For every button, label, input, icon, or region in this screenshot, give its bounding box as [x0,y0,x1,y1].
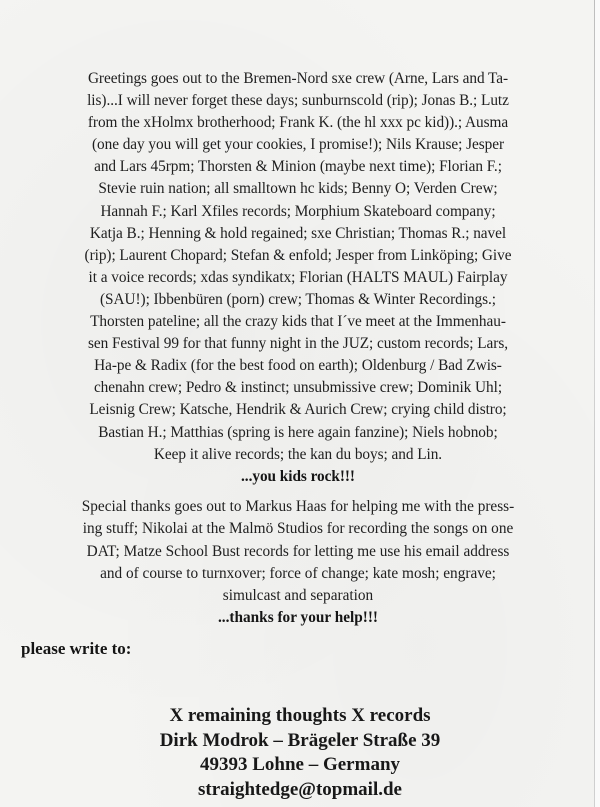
street-address: Dirk Modrok – Brägeler Straße 39 [159,729,441,751]
greetings-line: Keep it alive records; the kan du boys; and Lin. [153,445,443,463]
greetings-line: Bastian H.; Matthias (spring is here again fanzine); Niels hobnob; [98,423,498,441]
contact-address [100,704,500,802]
special-thanks-paragraph [28,496,568,630]
thanks-line: DAT; Matze School Bust records for letting me use his email address [86,542,510,560]
greetings-line: it a voice records; xdas syndikatx; Florian (HALTS MAUL) Fairplay [88,268,508,286]
greetings-line: and Lars 45rpm; Thorsten & Minion (maybe next time); Florian F.; [94,158,502,176]
thanks-closing: ...thanks for your help!!! [217,609,379,627]
greetings-line: from the xHolmx brotherhood; Frank K. (the hl xxx pc kid)).; Ausma [87,114,509,132]
paper-edge [595,0,600,807]
greetings-line: Leisnig Crew; Katsche, Hendrik & Aurich Crew; crying child distro; [89,401,507,419]
thanks-line: simulcast and separation [222,587,374,605]
city-country: 49393 Lohne – Germany [199,754,401,775]
greetings-line: Ha-pe & Radix (for the best food on earth); Oldenburg / Bad Zwis- [94,357,502,375]
greetings-line: Thorsten pateline; all the crazy kids that I´ve meet at the Immenhau- [90,313,506,331]
thanks-line: ing stuff; Nikolai at the Malmö Studios for recording the songs on one [82,520,514,538]
greetings-line: (one day you will get your cookies, I promise!); Nils Krause; Jesper [91,136,505,154]
email-address: straightedge@topmail.de [198,778,402,800]
greetings-line: Katja B.; Henning & hold regained; sxe Christian; Thomas R.; navel [89,224,507,242]
greetings-line: (rip); Laurent Chopard; Stefan & enfold; Jesper from Linköping; Give [84,246,512,264]
greetings-paragraph [28,68,568,488]
contact-heading: please write to: [21,639,132,658]
greetings-line: chenahn crew; Pedro & instinct; unsubmissive crew; Dominik Uhl; [93,379,503,397]
greetings-line: (SAU!); Ibbenbüren (porn) crew; Thomas & Winter Recordings.; [100,290,496,308]
greetings-line: sen Festival 99 for that funny night in the JUZ; custom records; Lars, [87,335,509,353]
thanks-line: and of course to turnxover; force of change; kate mosh; engrave; [100,564,496,582]
greetings-line: Hannah F.; Karl Xfiles records; Morphium Skateboard company; [100,202,496,220]
greetings-line: Greetings goes out to the Bremen-Nord sxe crew (Arne, Lars and Ta- [87,70,509,87]
greetings-line: lis)...I will never forget these days; sunburnscold (rip); Jonas B.; Lutz [87,92,509,110]
thanks-line: Special thanks goes out to Markus Haas for helping me with the press- [81,498,515,515]
label-name: X remaining thoughts X records [169,705,431,726]
greetings-line: Stevie ruin nation; all smalltown hc kids; Benny O; Verden Crew; [98,180,498,198]
greetings-closing: ...you kids rock!!! [241,467,355,485]
